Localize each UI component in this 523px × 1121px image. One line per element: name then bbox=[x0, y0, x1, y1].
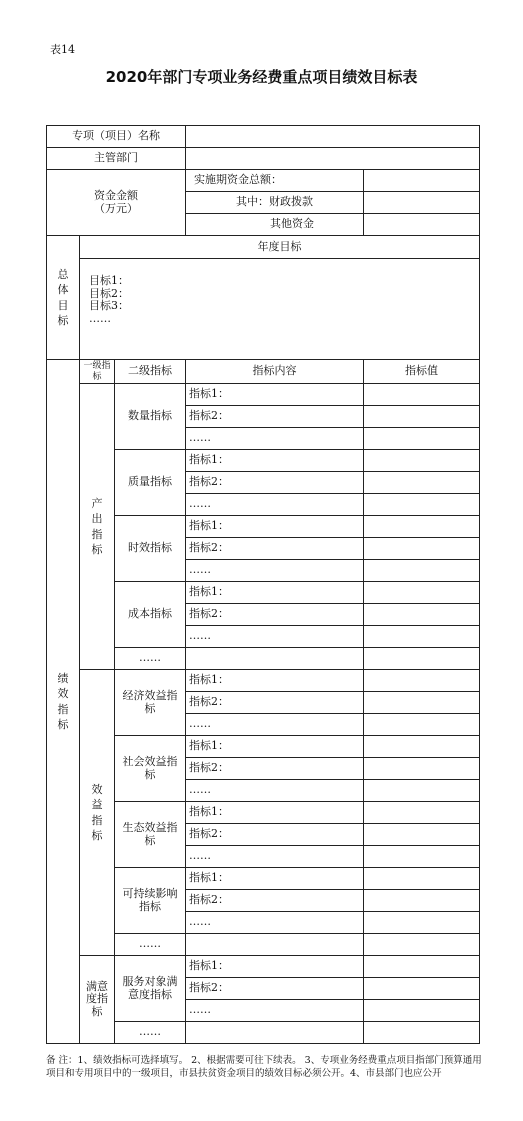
output-more: …… bbox=[115, 648, 186, 670]
annual-goal-header: 年度目标 bbox=[80, 236, 480, 259]
cost-indicator: 成本指标 bbox=[115, 582, 186, 648]
indicator-value[interactable] bbox=[364, 560, 480, 582]
indicator-item[interactable]: 指标1： bbox=[186, 670, 364, 692]
department-field[interactable] bbox=[186, 148, 480, 170]
fiscal-allocation-field[interactable] bbox=[364, 192, 480, 214]
indicator-item[interactable]: 指标1： bbox=[186, 736, 364, 758]
quality-indicator: 质量指标 bbox=[115, 450, 186, 516]
indicator-item[interactable] bbox=[186, 648, 364, 670]
indicator-value[interactable] bbox=[364, 626, 480, 648]
level1-header: 一级指标 bbox=[80, 360, 115, 384]
table-number: 表14 bbox=[50, 43, 75, 56]
indicator-value[interactable] bbox=[364, 714, 480, 736]
indicator-item[interactable]: 指标1： bbox=[186, 450, 364, 472]
indicator-item[interactable]: 指标2： bbox=[186, 692, 364, 714]
goal-line: …… bbox=[89, 311, 111, 325]
indicator-item[interactable]: 指标2： bbox=[186, 758, 364, 780]
content-header: 指标内容 bbox=[186, 360, 364, 384]
indicator-item[interactable]: …… bbox=[186, 714, 364, 736]
performance-indicator-label: 绩效指标 bbox=[47, 360, 80, 1044]
indicator-value[interactable] bbox=[364, 912, 480, 934]
value-header: 指标值 bbox=[364, 360, 480, 384]
indicator-item[interactable]: …… bbox=[186, 560, 364, 582]
indicator-item[interactable]: 指标1： bbox=[186, 802, 364, 824]
department-label: 主管部门 bbox=[47, 148, 186, 170]
indicator-value[interactable] bbox=[364, 1022, 480, 1044]
social-benefit-indicator: 社会效益指标 bbox=[115, 736, 186, 802]
indicator-item[interactable]: 指标2： bbox=[186, 472, 364, 494]
annual-goals-field[interactable] bbox=[80, 259, 480, 360]
indicator-value[interactable] bbox=[364, 802, 480, 824]
indicator-item[interactable]: 指标1： bbox=[186, 384, 364, 406]
indicator-value[interactable] bbox=[364, 780, 480, 802]
quantity-indicator: 数量指标 bbox=[115, 384, 186, 450]
project-name-label: 专项（项目）名称 bbox=[47, 126, 186, 148]
indicator-item[interactable]: …… bbox=[186, 912, 364, 934]
funds-label bbox=[47, 170, 186, 236]
indicator-value[interactable] bbox=[364, 978, 480, 1000]
goal-line: 目标2： bbox=[89, 286, 129, 300]
indicator-value[interactable] bbox=[364, 934, 480, 956]
indicator-value[interactable] bbox=[364, 538, 480, 560]
benefit-indicator-label: 效益指标 bbox=[80, 670, 115, 956]
funds-label-text: 资金金额 bbox=[94, 188, 139, 202]
indicator-item[interactable] bbox=[186, 1022, 364, 1044]
performance-goal-table bbox=[46, 125, 480, 1044]
indicator-value[interactable] bbox=[364, 890, 480, 912]
level2-header: 二级指标 bbox=[115, 360, 186, 384]
indicator-item[interactable]: …… bbox=[186, 494, 364, 516]
indicator-value[interactable] bbox=[364, 494, 480, 516]
page-title: 2020年部门专项业务经费重点项目绩效目标表 bbox=[105, 68, 418, 86]
indicator-item[interactable] bbox=[186, 934, 364, 956]
indicator-item[interactable]: …… bbox=[186, 846, 364, 868]
service-satisfaction-indicator: 服务对象满意度指标 bbox=[115, 956, 186, 1022]
total-funds-field[interactable] bbox=[364, 170, 480, 192]
funds-unit: （万元） bbox=[94, 201, 139, 215]
footnote: 备 注：1、绩效指标可选择填写。 2、根据需要可往下续表。 3、专项业务经费重点项目指部门预算通用项目和专用项目中的一级项目，市县扶贫资金项目的绩效目标必须公开。4、市县部门也应公开 bbox=[46, 1055, 482, 1079]
indicator-item[interactable]: 指标1： bbox=[186, 868, 364, 890]
indicator-item[interactable]: 指标2： bbox=[186, 890, 364, 912]
indicator-value[interactable] bbox=[364, 758, 480, 780]
overall-goal-label: 总体目标 bbox=[47, 236, 80, 360]
indicator-value[interactable] bbox=[364, 670, 480, 692]
timeliness-indicator: 时效指标 bbox=[115, 516, 186, 582]
indicator-item[interactable]: …… bbox=[186, 780, 364, 802]
other-funds-label: 其他资金 bbox=[186, 214, 364, 236]
indicator-value[interactable] bbox=[364, 824, 480, 846]
indicator-item[interactable]: 指标1： bbox=[186, 582, 364, 604]
indicator-value[interactable] bbox=[364, 582, 480, 604]
indicator-value[interactable] bbox=[364, 428, 480, 450]
project-name-field[interactable] bbox=[186, 126, 480, 148]
ecological-benefit-indicator: 生态效益指标 bbox=[115, 802, 186, 868]
indicator-item[interactable]: …… bbox=[186, 1000, 364, 1022]
indicator-value[interactable] bbox=[364, 450, 480, 472]
indicator-item[interactable]: 指标1： bbox=[186, 516, 364, 538]
indicator-item[interactable]: 指标2： bbox=[186, 978, 364, 1000]
indicator-value[interactable] bbox=[364, 648, 480, 670]
indicator-value[interactable] bbox=[364, 384, 480, 406]
satisfaction-more: …… bbox=[115, 1022, 186, 1044]
benefit-more: …… bbox=[115, 934, 186, 956]
indicator-item[interactable]: 指标1： bbox=[186, 956, 364, 978]
indicator-value[interactable] bbox=[364, 472, 480, 494]
fiscal-allocation-label: 其中：财政拨款 bbox=[186, 192, 364, 214]
indicator-item[interactable]: …… bbox=[186, 626, 364, 648]
total-funds-label: 实施期资金总额： bbox=[186, 170, 364, 192]
indicator-value[interactable] bbox=[364, 406, 480, 428]
goal-line: 目标1： bbox=[89, 274, 129, 287]
indicator-value[interactable] bbox=[364, 956, 480, 978]
sustainable-impact-indicator: 可持续影响指标 bbox=[115, 868, 186, 934]
indicator-item[interactable]: 指标2： bbox=[186, 604, 364, 626]
indicator-item[interactable]: 指标2： bbox=[186, 824, 364, 846]
indicator-value[interactable] bbox=[364, 846, 480, 868]
indicator-value[interactable] bbox=[364, 1000, 480, 1022]
economic-benefit-indicator: 经济效益指标 bbox=[115, 670, 186, 736]
indicator-value[interactable] bbox=[364, 516, 480, 538]
indicator-value[interactable] bbox=[364, 736, 480, 758]
indicator-item[interactable]: …… bbox=[186, 428, 364, 450]
satisfaction-indicator-label: 满意度指标 bbox=[80, 956, 115, 1044]
other-funds-field[interactable] bbox=[364, 214, 480, 236]
indicator-value[interactable] bbox=[364, 692, 480, 714]
output-indicator-label: 产出指标 bbox=[80, 384, 115, 670]
goal-line: 目标3： bbox=[89, 299, 129, 313]
indicator-value[interactable] bbox=[364, 604, 480, 626]
indicator-value[interactable] bbox=[364, 868, 480, 890]
indicator-item[interactable]: 指标2： bbox=[186, 538, 364, 560]
indicator-item[interactable]: 指标2： bbox=[186, 406, 364, 428]
